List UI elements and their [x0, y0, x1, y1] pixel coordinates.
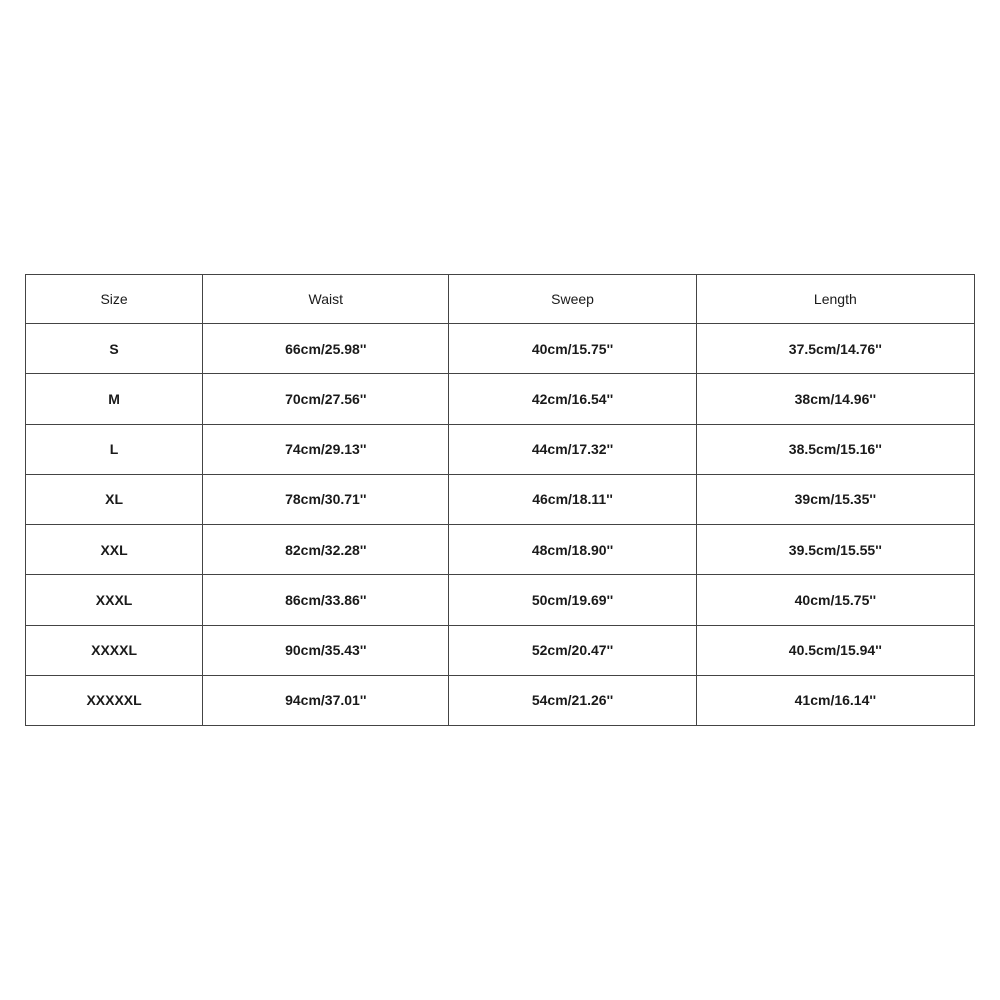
cell-waist: 86cm/33.86'' — [203, 575, 449, 625]
cell-waist: 74cm/29.13'' — [203, 424, 449, 474]
size-chart-header — [26, 275, 975, 324]
cell-length: 39cm/15.35'' — [696, 474, 974, 524]
cell-sweep: 54cm/21.26'' — [449, 675, 696, 725]
size-chart-table — [25, 274, 975, 726]
table-row — [26, 324, 975, 374]
table-row — [26, 575, 975, 625]
cell-size: XXXXL — [26, 625, 203, 675]
cell-sweep: 40cm/15.75'' — [449, 324, 696, 374]
cell-size: L — [26, 424, 203, 474]
cell-size: M — [26, 374, 203, 424]
cell-length: 38.5cm/15.16'' — [696, 424, 974, 474]
cell-waist: 70cm/27.56'' — [203, 374, 449, 424]
table-row — [26, 424, 975, 474]
cell-length: 41cm/16.14'' — [696, 675, 974, 725]
cell-waist: 66cm/25.98'' — [203, 324, 449, 374]
cell-length: 38cm/14.96'' — [696, 374, 974, 424]
cell-sweep: 48cm/18.90'' — [449, 525, 696, 575]
header-row — [26, 275, 975, 324]
cell-size: XL — [26, 474, 203, 524]
cell-size: S — [26, 324, 203, 374]
cell-size: XXXL — [26, 575, 203, 625]
table-row — [26, 474, 975, 524]
cell-waist: 90cm/35.43'' — [203, 625, 449, 675]
header-length: Length — [696, 275, 974, 324]
cell-waist: 94cm/37.01'' — [203, 675, 449, 725]
cell-waist: 82cm/32.28'' — [203, 525, 449, 575]
cell-sweep: 52cm/20.47'' — [449, 625, 696, 675]
cell-sweep: 50cm/19.69'' — [449, 575, 696, 625]
cell-length: 40cm/15.75'' — [696, 575, 974, 625]
table-row — [26, 675, 975, 725]
cell-size: XXL — [26, 525, 203, 575]
cell-size: XXXXXL — [26, 675, 203, 725]
header-sweep: Sweep — [449, 275, 696, 324]
table-row — [26, 525, 975, 575]
cell-sweep: 46cm/18.11'' — [449, 474, 696, 524]
table-row — [26, 625, 975, 675]
cell-sweep: 44cm/17.32'' — [449, 424, 696, 474]
cell-sweep: 42cm/16.54'' — [449, 374, 696, 424]
header-size: Size — [26, 275, 203, 324]
cell-length: 37.5cm/14.76'' — [696, 324, 974, 374]
cell-waist: 78cm/30.71'' — [203, 474, 449, 524]
cell-length: 40.5cm/15.94'' — [696, 625, 974, 675]
cell-length: 39.5cm/15.55'' — [696, 525, 974, 575]
header-waist: Waist — [203, 275, 449, 324]
size-chart-body — [26, 324, 975, 726]
table-row — [26, 374, 975, 424]
